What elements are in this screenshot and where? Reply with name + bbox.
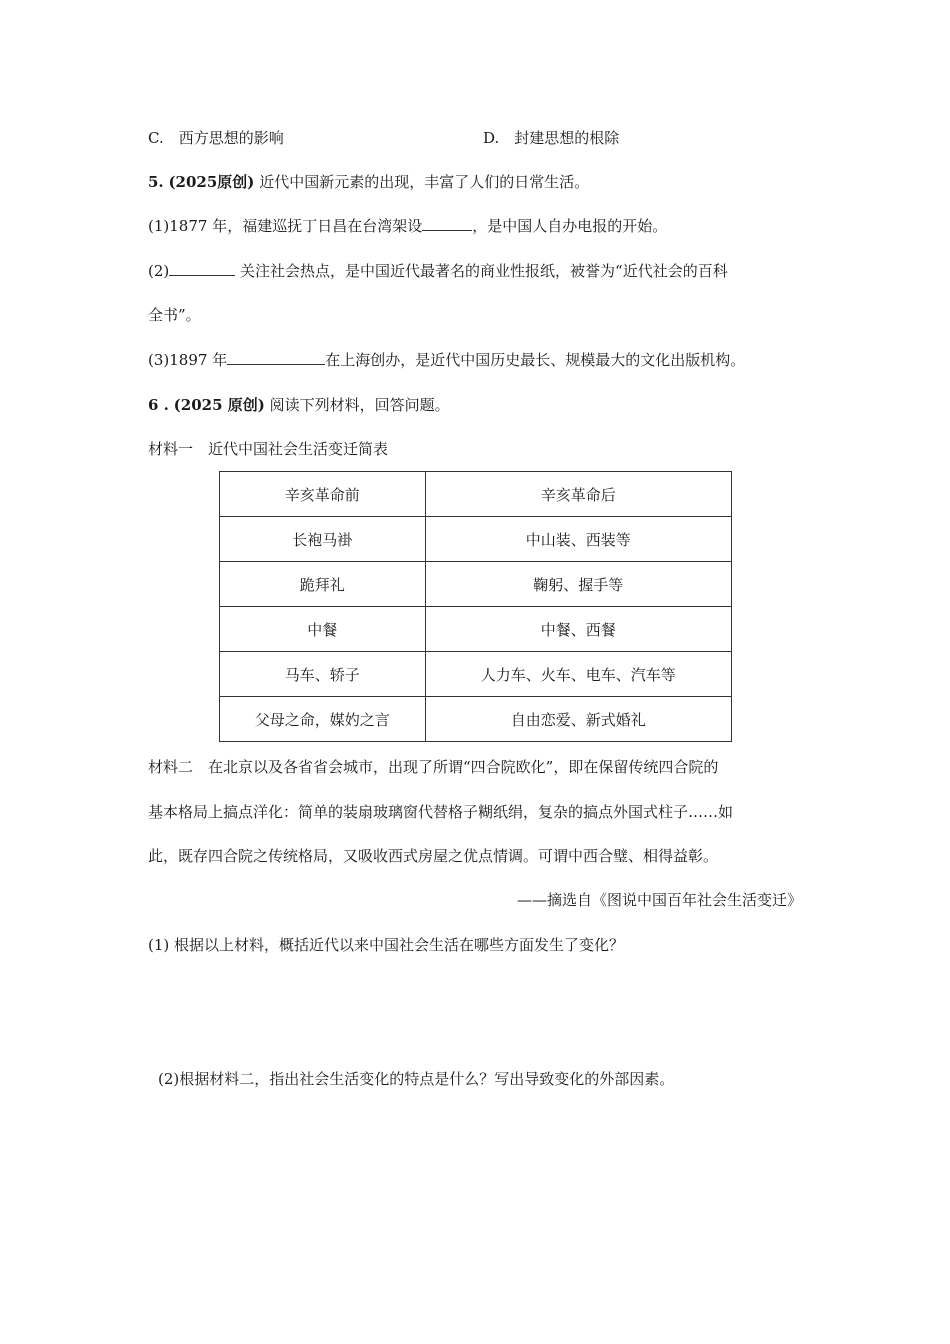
question-6-text: 阅读下列材料，回答问题。 [269,396,450,414]
table-cell: 人力车、火车、电车、汽车等 [425,652,731,697]
material-2-line-3: 此，既存四合院之传统格局，又吸收西式房屋之优点情调。可谓中西合璧、相得益彰。 [148,847,719,865]
table-cell: 中餐 [220,607,426,652]
table-header-before: 辛亥革命前 [220,472,426,517]
sub-question-1: (1) 根据以上材料，概括近代以来中国社会生活在哪些方面发生了变化？ [148,936,625,954]
table-row [220,697,732,742]
part-1-after: ，是中国人自办电报的开始。 [472,217,668,235]
question-5-part-1 [148,216,667,236]
answer-blank-1[interactable] [422,216,472,231]
material-2-source: ——摘选自《图说中国百年社会生活变迁》 [516,891,802,909]
question-5-part-2 [148,261,728,281]
material-2-line-2: 基本格局上搞点洋化：简单的装扇玻璃窗代替格子糊纸绢，复杂的搞点外国式柱子……如 [148,803,734,821]
table-cell: 马车、轿子 [220,652,426,697]
table-cell: 中餐、西餐 [425,607,731,652]
table-cell: 中山装、西装等 [425,517,731,562]
question-5-part-2-cont: 全书”。 [148,306,201,324]
option-c: C. 西方思想的影响 [148,129,284,147]
material-1-title: 材料一 近代中国社会生活变迁简表 [148,440,389,458]
table-row [220,517,732,562]
question-5-header [148,172,589,192]
question-6-tag: (2025 原创) [173,396,265,414]
table-row [220,652,732,697]
table-row [220,607,732,652]
question-6-header [148,395,450,415]
table-row [220,562,732,607]
sub-question-2: (2)根据材料二，指出社会生活变化的特点是什么？写出导致变化的外部因素。 [158,1070,675,1088]
question-5-text: 近代中国新元素的出现，丰富了人们的日常生活。 [259,173,590,191]
question-5-part-3 [148,350,745,370]
table-cell: 父母之命，媒妁之言 [220,697,426,742]
part-2-before: (2) [148,262,170,280]
answer-blank-2[interactable] [169,261,235,276]
part-3-after: 在上海创办，是近代中国历史最长、规模最大的文化出版机构。 [325,351,746,369]
part-2-after: 关注社会热点，是中国近代最著名的商业性报纸，被誉为“近代社会的百科 [235,262,728,280]
part-3-before: (3)1897 年 [148,351,228,369]
table-header-row [220,472,732,517]
table-header-after: 辛亥革命后 [425,472,731,517]
table-cell: 鞠躬、握手等 [425,562,731,607]
part-1-before: (1)1877 年，福建巡抚丁日昌在台湾架设 [148,217,423,235]
question-5-number: 5. [148,173,164,191]
material-2-line-1: 材料二 在北京以及各省省会城市，出现了所谓“四合院欧化”，即在保留传统四合院的 [148,758,719,776]
option-d: D. 封建思想的根除 [483,129,620,147]
answer-blank-3[interactable] [227,350,325,365]
table-cell: 跪拜礼 [220,562,426,607]
table-cell: 自由恋爱、新式婚礼 [425,697,731,742]
question-5-tag: (2025原创) [168,173,255,191]
table-cell: 长袍马褂 [220,517,426,562]
social-change-table [219,471,732,742]
question-6-number: 6 . [148,396,169,414]
